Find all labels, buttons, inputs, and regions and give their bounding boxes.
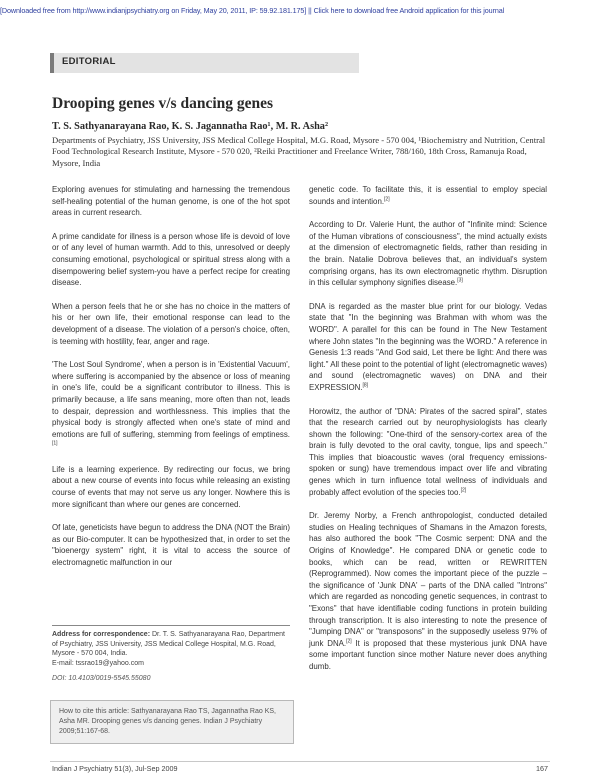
- reference-link[interactable]: [3]: [457, 277, 463, 284]
- correspondence-address: Dr. T. S. Sathyanarayana Rao, Department of Psychiatry, JSS University, JSS Medical College Hospital, M.G. Road, Mysore - 570 004, India.: [52, 631, 285, 658]
- citation-box: How to cite this article: Sathyanarayana Rao TS, Jagannatha Rao KS, Asha MR. Drooping genes v/s dancing genes. Indian J Psychiatry 2009;51:167-68.: [50, 700, 294, 744]
- paragraph: Life is a learning experience. By redirecting our focus, we bring about a new course of events into focus while releasing an existing course of events that may not serve us any longer. Nowhere this is more significant than where our genes are concerned.: [52, 464, 290, 509]
- footer-journal: Indian J Psychiatry 51(3), Jul-Sep 2009: [52, 764, 178, 773]
- affiliations: Departments of Psychiatry, JSS University, JSS Medical College Hospital, M.G. Road, Mysore - 570 004, ¹Biochemistry and Nutrition, Central Food Technological Research Institute, Mysore - 570 020, ²Reiki Practitioner and Freelance Writer, 788/160, 18th Cross, Ramanuja Road, Mysore, India: [52, 135, 546, 168]
- download-notice: [Downloaded free from http://www.indianjpsychiatry.org on Friday, May 20, 2011, IP: 59.92.181.175]: [0, 6, 307, 15]
- paragraph: 'The Lost Soul Syndrome', when a person is in 'Existential Vacuum', where suffering is accompanied by the absence or loss of meaning in one's life, could be a significant contributor to illness. This is primarily because, a life sans meaning, more often than not, leads to despair, depression and worthlessness. This implies that the physical body is strongly affected when one's state of mind and emotions are full of suffering, stemming from feelings of emptiness.[1]: [52, 360, 290, 447]
- section-label: EDITORIAL: [62, 56, 116, 67]
- reference-link[interactable]: [2]: [384, 195, 390, 202]
- reference-link[interactable]: [2]: [346, 638, 352, 645]
- android-app-link[interactable]: Click here to download free Android application for this journal: [313, 6, 505, 15]
- paragraph: genetic code. To facilitate this, it is essential to employ special sounds and intention.[2]: [309, 185, 547, 206]
- paragraph: When a person feels that he or she has no choice in the matters of his or her own life, their emotional response can lead to the development of a disease. The violation of a person's choice, often, is teeming with hostility, fear, anger and rage.: [52, 301, 290, 346]
- section-header: [50, 53, 359, 73]
- paragraph: Exploring avenues for stimulating and harnessing the tremendous self-healing potential of the human genome, is one of the hot spot areas in current research.: [52, 185, 290, 218]
- correspondence-label: Address for correspondence:: [52, 631, 151, 638]
- reference-link[interactable]: [8]: [362, 382, 369, 389]
- author-list: T. S. Sathyanarayana Rao, K. S. Jagannatha Rao¹, M. R. Asha²: [52, 121, 329, 132]
- paragraph: Dr. Jeremy Norby, a French anthropologist, conducted detailed studies on Healing techniques of Shamans in the Amazon forests, has also authored the book "The Cosmic serpent: DNA and the Origins of Knowledge". He compared DNA or genetic code to books, which can be read, written or REWRITTEN (Reprogrammed). Now comes the important piece of the puzzle – the significance of 'Junk DNA' – parts of the DNA called "Introns" which are regarded as noncoding genetic sequences, in contrast to "Exons" that have identifiable coding functions in protein building through transcription. It is also interesting to note the presence of "Jumping DNA" or "transposons" in the supposedly useless 97% of junk DNA.[2] It is proposed that these mysterious junk DNA have some important function since mother Nature never does anything dumb.: [309, 511, 547, 671]
- correspondence-box: [52, 625, 290, 668]
- paragraph: According to Dr. Valerie Hunt, the author of "Infinite mind: Science of the Human vibrations of consciousness", the mind actually exists at the dimension of electromagnetic fields, rather than residing in the brain. Natalie Dobrova believes that, an individual's system comprising organs, has its own electromagnetic rhythm. Disruption in this cellular symphony signifies disease.[3]: [309, 220, 547, 288]
- footer-divider: [50, 761, 550, 762]
- reference-link[interactable]: [1]: [52, 440, 58, 447]
- reference-link[interactable]: [2]: [460, 487, 467, 494]
- left-column: [52, 184, 290, 581]
- paragraph: DNA is regarded as the master blue print for our biology. Vedas state that "In the beginning was Brahman with whom was the WORD". A parallel for this can be found in The New Testament where John states "In the beginning was the WORD." A reference in Genesis 1:3 reads "And God said, Let there be light: And there was light." All these point to the potential of light (electromagnetic waves) and sound (electromagnetic waves) on DNA and their EXPRESSION.[8]: [309, 301, 547, 392]
- correspondence-email[interactable]: E-mail: tssrao19@yahoo.com: [52, 659, 144, 667]
- article-title: Drooping genes v/s dancing genes: [52, 95, 274, 112]
- paragraph: Horowitz, the author of "DNA: Pirates of the sacred spiral", states that the research carried out by neurophysiologists has clearly shown the following: "One-third of the sensory-cortex area of the brain is fully devoted to the oral cavity, tongue, lips and speech." This implies that bioacoustic waves (oral frequency emissions- spoken or sung) have tremendous impact over life and vibrating genes which in turn influence total wellness of individuals and probably affect evolution of the species too.[2]: [309, 406, 547, 497]
- right-column: [309, 184, 547, 685]
- paragraph: Of late, geneticists have begun to address the DNA (NOT the Brain) as our Bio-computer. It can be hypothesized that, in order to set the "bioenergy system" right, it is vital to access the source of electromagnetic malfunction in our: [52, 523, 290, 568]
- doi[interactable]: DOI: 10.4103/0019-5545.55080: [52, 675, 151, 682]
- download-banner[interactable]: [0, 6, 600, 15]
- page-number: 167: [536, 764, 548, 773]
- paragraph: A prime candidate for illness is a person whose life is devoid of love or of any level of human warmth. Add to this, unresolved or deeply consuming emotional, psychological or spiritual stress along with a disempowering belief system-you have a perfect recipe for creating disease.: [52, 231, 290, 288]
- banner-separator: ||: [308, 6, 312, 15]
